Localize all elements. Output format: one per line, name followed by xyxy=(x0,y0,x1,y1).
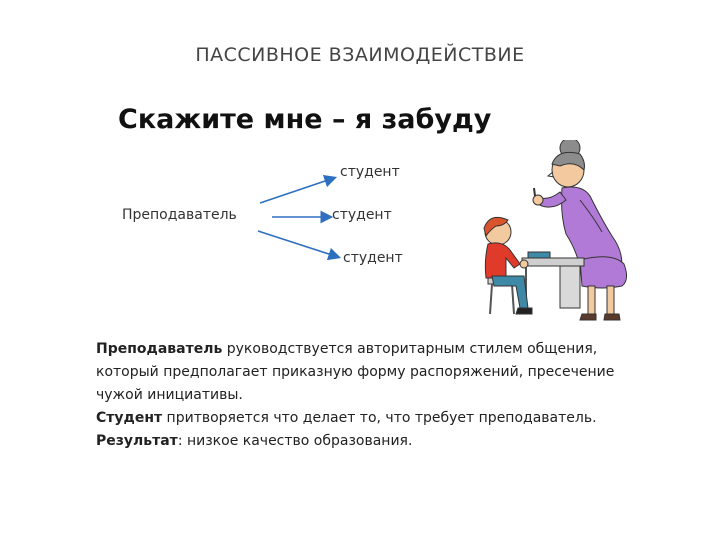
paragraph-teacher xyxy=(96,338,644,407)
result-description: : низкое качество образования. xyxy=(177,433,413,449)
diagram-target-label-2: студент xyxy=(332,207,392,223)
result-term: Результат xyxy=(96,433,178,449)
arrow-down xyxy=(258,231,338,257)
student-description: притворяется что делает то, что требует преподаватель. xyxy=(162,410,597,426)
arrow-up xyxy=(260,178,334,203)
teacher-scolding-student-icon xyxy=(462,140,642,325)
slide-title: ПАССИВНОЕ ВЗАИМОДЕЙСТВИЕ xyxy=(195,44,525,66)
teacher-description: руководствуется авторитарным стилем общения, который предполагает приказную форму распоряжений, пресечение чужой инициативы. xyxy=(96,341,615,403)
diagram-source-label: Преподаватель xyxy=(122,207,237,223)
diagram-target-label-3: студент xyxy=(343,250,403,266)
diagram-target-label-1: студент xyxy=(340,164,400,180)
student-figure xyxy=(484,217,532,314)
teacher-term: Преподаватель xyxy=(96,341,223,357)
paragraph-result xyxy=(96,430,644,453)
description-text xyxy=(96,338,644,453)
student-term: Студент xyxy=(96,410,163,426)
paragraph-student xyxy=(96,407,644,430)
desk-figure xyxy=(522,252,584,314)
slide-subtitle: Скажите мне – я забуду xyxy=(118,104,492,135)
